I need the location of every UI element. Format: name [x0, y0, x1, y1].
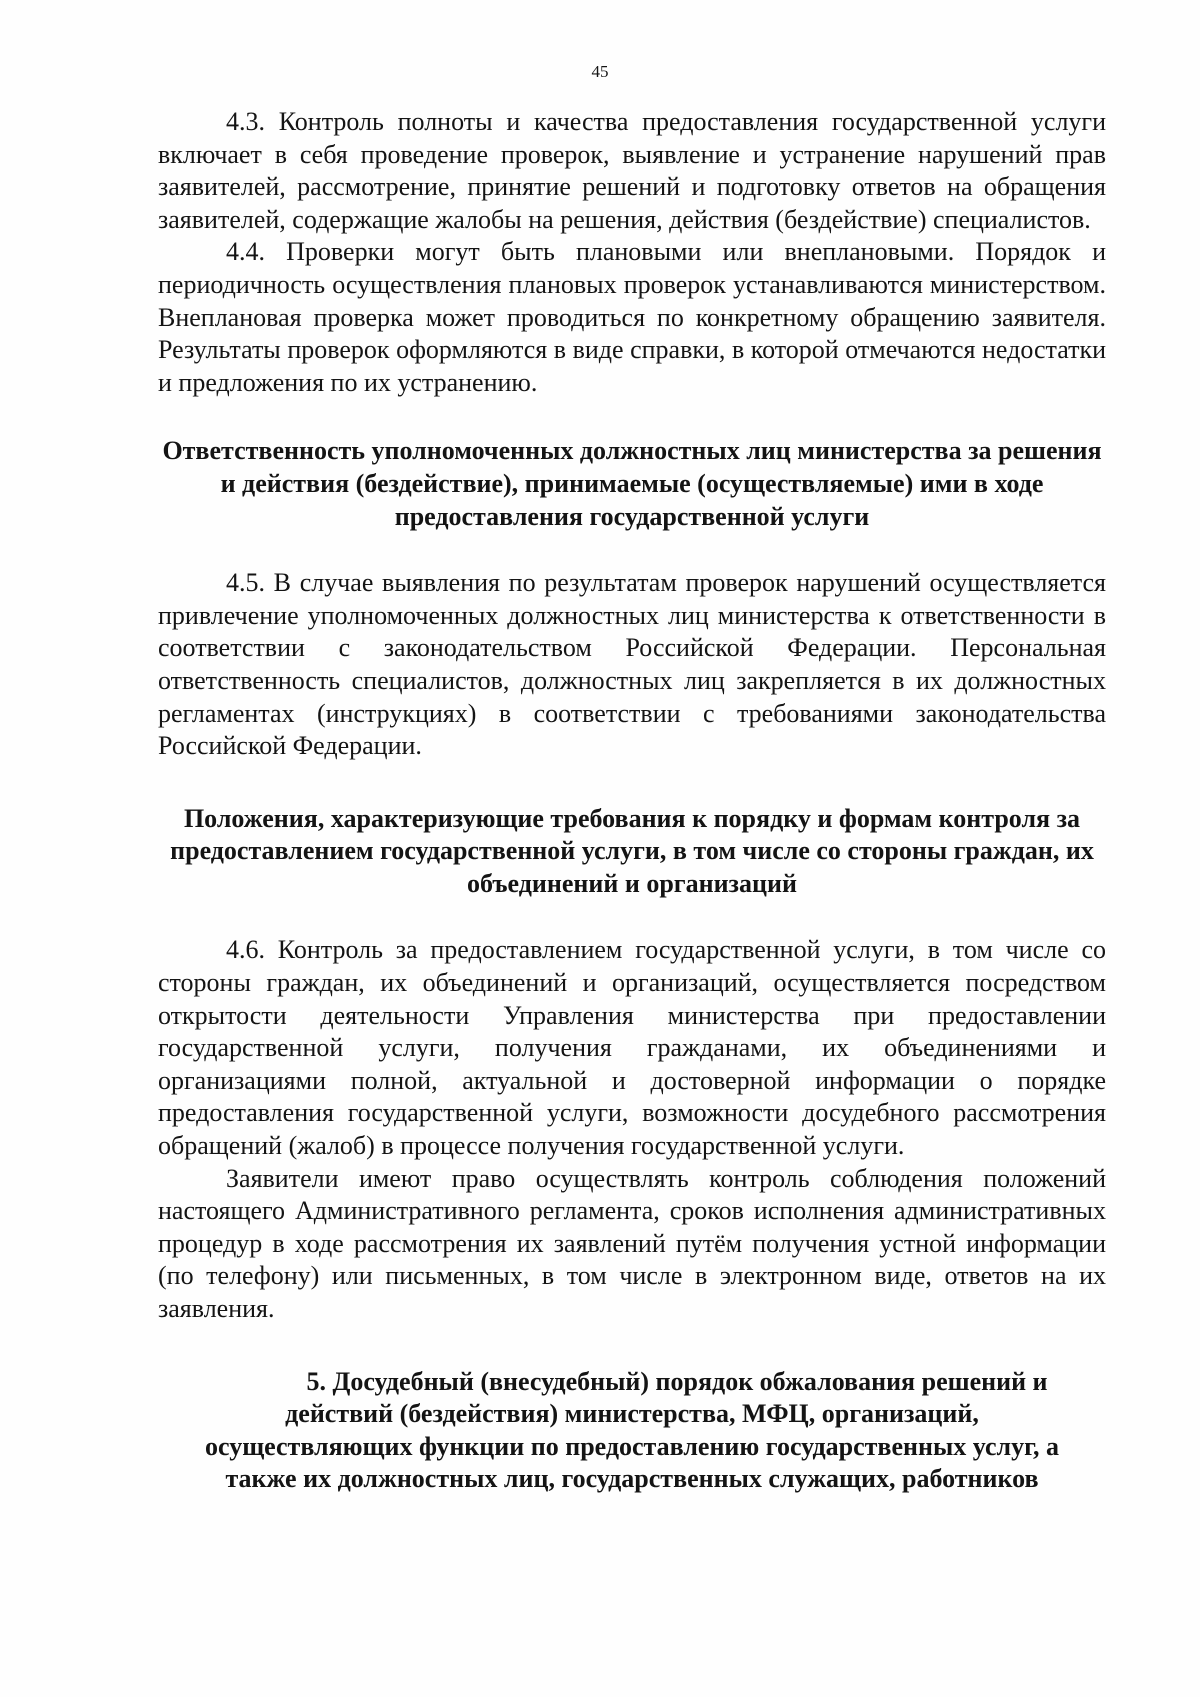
section-5-heading-line: действий (бездействия) министерства, МФЦ, организаций, — [285, 1399, 979, 1429]
paragraph-4-5: 4.5. В случае выявления по результатам проверок нарушений осуществляется привлечение уполномоченных должностных лиц министерства к ответственности в соответствии с законодательством Российской Федерации. Персональная ответственность специалистов, должностных лиц закрепляется в их должностных регламентах (инструкциях) в соответствии с требованиями законодательства Российской Федерации. — [158, 568, 1106, 761]
document-body — [158, 106, 1106, 1496]
section-heading-control: Положения, характеризующие требования к порядку и формам контроля за предоставлением государственной услуги, в том числе со стороны граждан, их объединений и организаций — [170, 803, 1094, 898]
paragraph-4-3: 4.3. Контроль полноты и качества предоставления государственной услуги включает в себя проведение проверок, выявление и устранение нарушений прав заявителей, рассмотрение, принятие решений и подготовку ответов на обращения заявителей, содержащие жалобы на решения, действия (бездействие) специалистов. — [158, 107, 1106, 234]
section-heading-responsibility: Ответственность уполномоченных должностных лиц министерства за решения и действия (бездействие), принимаемые (осуществляемые) ими в ходе предоставления государственной услуги — [162, 436, 1102, 531]
page-number: 45 — [591, 62, 609, 81]
paragraph-applicants-rights: Заявители имеют право осуществлять контроль соблюдения положений настоящего Административного регламента, сроков исполнения административных процедур в ходе рассмотрения их заявлений путём получения устной информации (по телефону) или письменных, в том числе в электронном виде, ответов на их заявления. — [158, 1163, 1106, 1323]
section-5-heading-line: осуществляющих функции по предоставлению государственных услуг, а — [205, 1431, 1059, 1461]
paragraph-4-6: 4.6. Контроль за предоставлением государственной услуги, в том числе со стороны граждан, их объединений и организаций, осуществляется посредством открытости деятельности Управления министерства при предоставлении государственной услуги, получения гражданами, их объединениями и организациями полной, актуальной и достоверной информации о порядке предоставления государственной услуги, возможности досудебного рассмотрения обращений (жалоб) в процессе получения государственной услуги. — [158, 935, 1106, 1161]
section-5-heading-line: также их должностных лиц, государственных служащих, работников — [225, 1464, 1039, 1494]
section-5-heading — [158, 1366, 1106, 1496]
paragraph-4-4: 4.4. Проверки могут быть плановыми или внеплановыми. Порядок и периодичность осуществления плановых проверок устанавливаются министерством. Внеплановая проверка может проводиться по конкретному обращению заявителя. Результаты проверок оформляются в виде справки, в которой отмечаются недостатки и предложения по их устранению. — [158, 237, 1106, 397]
section-5-heading-line: 5. Досудебный (внесудебный) порядок обжалования решений и — [306, 1366, 1048, 1396]
